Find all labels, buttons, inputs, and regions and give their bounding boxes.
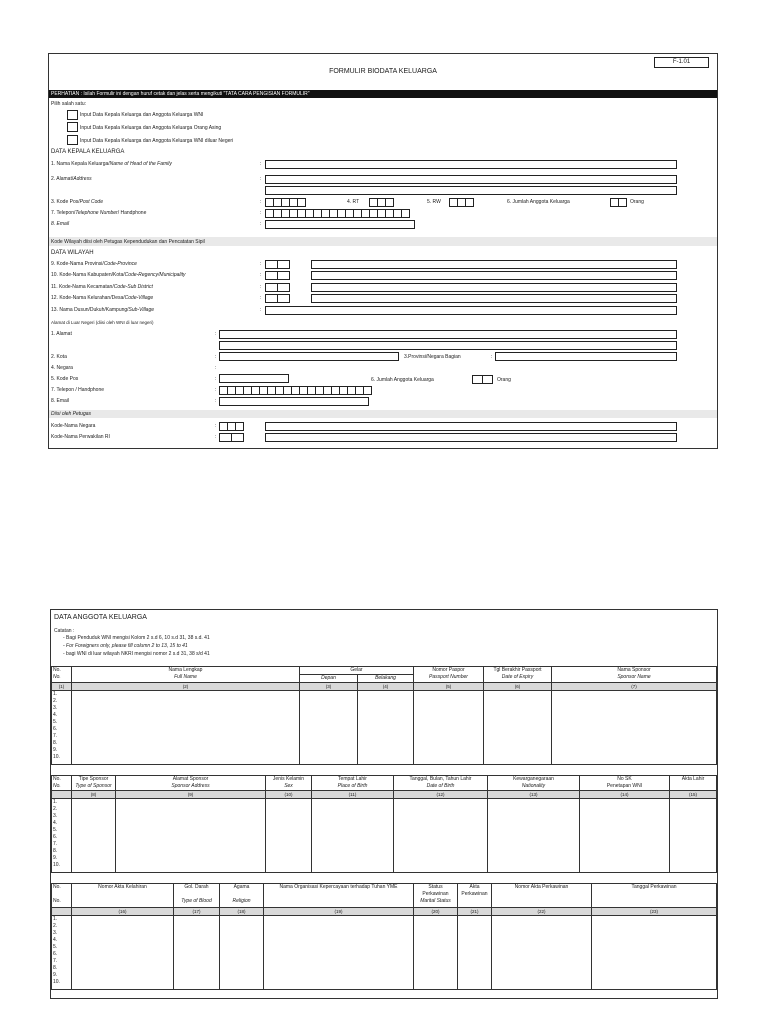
label-kode-pos: 3. Kode Pos/Post Code bbox=[51, 199, 103, 205]
input-ln-alamat-line2[interactable] bbox=[219, 341, 677, 350]
choose-label: Pilih salah satu: bbox=[51, 101, 87, 107]
label-alamat: 2. Alamat/Address bbox=[51, 176, 92, 182]
input-alamat-line2[interactable] bbox=[265, 186, 677, 195]
catatan-note-3: - bagi WNI di luar wilayah NKRI mengisi nomor 2 s.d 31, 38 s/d 41 bbox=[63, 651, 210, 657]
table-cell[interactable] bbox=[592, 916, 717, 990]
input-email[interactable] bbox=[265, 220, 415, 229]
section-heading-kepala-keluarga: DATA KEPALA KELUARGA bbox=[51, 149, 125, 155]
t2-col-no: No. No. bbox=[52, 776, 72, 791]
option-luar-negeri-checkbox[interactable] bbox=[67, 135, 78, 145]
t2-row-numbers: 1. 2. 3. 4. 5. 6. 7. 8. 9. 10. bbox=[52, 799, 72, 873]
form-sheet-biodata: F-1.01 FORMULIR BIODATA KELUARGA PERHATIAN : Isilah Formulir ini dengan huruf cetak dan jelas serta mengikuti "TATA CARA PENGISIAN FORMULIR" Pilih salah satu: Input Data Kepala Keluarga dan Anggota Keluarga WNI Input Data Kepala Keluarga dan Anggota Keluarga Orang Asing Input Data Kepala Keluarga dan Anggota Keluarga WNI diluar Negeri DATA KEPALA KELUARGA 1. Nama Kepala Keluarga/Name of Head of the Family : 2. Alamat/Address : 3. Kode Pos/Post Code : 4. RT 5. RW 6. Jumlah Anggota Keluarga Orang 7. Telepon/Telephone Number/ Handphone : 8. Email : Kode Wilayah diisi oleh Petugas Kependudukan dan Pencatatan Sipil DATA WILAYAH 9. Kode-Nama Provinsi/Code-Province : 10. Kode-Nama Kabupaten/Kota/Code-Regency/Municipality : 11. Kode-Nama Kecamatan/Code-Sub District : 12. Kode-Nama Kelurahan/Desa/Code-Village : 13. Nama Dusun/Dukuh/Kampung/Sub-Village : Alamat di Luar Negeri (diisi oleh WNI di luar negeri) 1. Alamat : 2. Kota : 3.Provinsi/Negara Bagian : 4. Negara : 5. Kode Pos : 6. Jumlah Anggota Keluarga Orang 7. Telepon / Handphone : 8. Email : Diisi oleh Petugas Kode-Nama Negara : Kode-Nama Perwakilan RI : bbox=[48, 53, 718, 449]
t3-row-numbers: 1. 2. 3. 4. 5. 6. 7. 8. 9. 10. bbox=[52, 916, 72, 990]
table-cell[interactable] bbox=[488, 799, 580, 873]
table-cell: (9) bbox=[116, 791, 266, 799]
input-ln-alamat-line1[interactable] bbox=[219, 330, 677, 339]
label-ln-orang: Orang bbox=[497, 377, 511, 383]
table-cell[interactable] bbox=[220, 916, 264, 990]
table-cell: (1) bbox=[52, 683, 72, 691]
t3-col-status: Status Perkawinan Marital Status bbox=[414, 884, 458, 908]
input-telepon[interactable] bbox=[265, 209, 409, 218]
t2-col-sk: No SK Penetapan WNI bbox=[580, 776, 670, 791]
label-ln-jumlah: 6. Jumlah Anggota Keluarga bbox=[371, 377, 434, 383]
input-nama-kelurahan[interactable] bbox=[311, 294, 677, 303]
input-rw[interactable] bbox=[449, 198, 473, 207]
notice-bar: PERHATIAN : Isilah Formulir ini dengan huruf cetak dan jelas serta mengikuti "TATA CARA PENGISIAN FORMULIR" bbox=[49, 90, 717, 98]
input-alamat-line1[interactable] bbox=[265, 175, 677, 184]
table-cell[interactable] bbox=[300, 691, 358, 765]
table-cell: (17) bbox=[174, 908, 220, 916]
table-cell: (16) bbox=[72, 908, 174, 916]
input-jumlah-anggota[interactable] bbox=[610, 198, 626, 207]
label-email: 8. Email bbox=[51, 221, 70, 227]
t2-col-tanggal: Tanggal, Bulan, Tahun Lahir Date of Birth bbox=[394, 776, 488, 791]
t1-col-gelar: Gelar bbox=[300, 667, 414, 675]
input-nama-negara[interactable] bbox=[265, 422, 677, 431]
input-kode-kabupaten[interactable] bbox=[265, 271, 289, 280]
input-nama-kk[interactable] bbox=[265, 160, 677, 169]
form-title: FORMULIR BIODATA KELUARGA bbox=[329, 68, 437, 75]
label-provinsi: 9. Kode-Nama Provinsi/Code-Province bbox=[51, 261, 137, 267]
table-cell[interactable] bbox=[580, 799, 670, 873]
table-cell: (22) bbox=[492, 908, 592, 916]
table-cell: (14) bbox=[580, 791, 670, 799]
table-cell: (10) bbox=[266, 791, 312, 799]
table-cell[interactable] bbox=[458, 916, 492, 990]
table-cell: (8) bbox=[72, 791, 116, 799]
table-cell: (23) bbox=[592, 908, 717, 916]
label-kelurahan: 12. Kode-Nama Kelurahan/Desa/Code-Village bbox=[51, 295, 154, 301]
label-ln-email: 8. Email bbox=[51, 398, 70, 404]
table-cell: (20) bbox=[414, 908, 458, 916]
section-heading-anggota: DATA ANGGOTA KELUARGA bbox=[54, 614, 147, 621]
label-nama-kk: 1. Nama Kepala Keluarga/Name of Head of the Family bbox=[51, 161, 172, 167]
t1-col-tgl-paspor: Tgl Berakhir Passport Date of Expiry bbox=[484, 667, 552, 683]
table-cell: (12) bbox=[394, 791, 488, 799]
input-nama-provinsi[interactable] bbox=[311, 260, 677, 269]
label-kode-perwakilan: Kode-Nama Perwakilan RI bbox=[51, 434, 110, 440]
input-ln-provinsi[interactable] bbox=[495, 352, 677, 361]
t2-col-akta: Akta Lahir bbox=[670, 776, 717, 791]
table-cell[interactable] bbox=[414, 916, 458, 990]
input-kode-kecamatan[interactable] bbox=[265, 283, 289, 292]
table-cell: (15) bbox=[670, 791, 717, 799]
label-ln-kota: 2. Kota bbox=[51, 354, 67, 360]
label-ln-negara: 4. Negara bbox=[51, 365, 73, 371]
table-cell[interactable] bbox=[552, 691, 717, 765]
t1-col-paspor: Nomor Paspor Passport Number bbox=[414, 667, 484, 683]
t1-row-numbers: 1. 2. 3. 4. 5. 6. 7. 8. 9. 10. bbox=[52, 691, 72, 765]
table-cell: (3) bbox=[300, 683, 358, 691]
label-ln-provinsi: 3.Provinsi/Negara Bagian bbox=[404, 354, 461, 360]
section-heading-wilayah: DATA WILAYAH bbox=[51, 250, 94, 256]
input-kode-negara[interactable] bbox=[219, 422, 243, 431]
input-nama-dusun[interactable] bbox=[265, 306, 677, 315]
table-cell[interactable] bbox=[116, 799, 266, 873]
label-ln-kode-pos: 5. Kode Pos bbox=[51, 376, 79, 382]
wilayah-note-bar: Kode Wilayah diisi oleh Petugas Kependudukan dan Pencatatan Sipil bbox=[49, 237, 717, 246]
input-kode-perwakilan[interactable] bbox=[219, 433, 243, 442]
t1-col-no: No. No. bbox=[52, 667, 72, 683]
input-rt[interactable] bbox=[369, 198, 393, 207]
catatan-note-2: - For Foreigners only, please fill column 2 to 13, 15 to 41 bbox=[63, 643, 188, 649]
table-cell[interactable] bbox=[492, 916, 592, 990]
t1-col-sponsor: Nama Sponsor Sponsor Name bbox=[552, 667, 717, 683]
table-cell: (21) bbox=[458, 908, 492, 916]
t2-col-alamat: Alamat Sponsor Sponsor Address bbox=[116, 776, 266, 791]
table-cell: (13) bbox=[488, 791, 580, 799]
input-ln-jumlah[interactable] bbox=[472, 375, 492, 384]
table-cell: (11) bbox=[312, 791, 394, 799]
label-kode-negara: Kode-Nama Negara bbox=[51, 423, 96, 429]
input-ln-kode-pos[interactable] bbox=[219, 374, 289, 383]
label-kecamatan: 11. Kode-Nama Kecamatan/Code-Sub District bbox=[51, 284, 153, 290]
table-cell: Depan bbox=[300, 675, 358, 683]
form-sheet-anggota bbox=[50, 609, 718, 999]
input-ln-telepon[interactable] bbox=[219, 386, 371, 395]
input-nama-kabupaten[interactable] bbox=[311, 271, 677, 280]
t3-col-nomor-akta: Nomor Akta Kelahiran bbox=[72, 884, 174, 908]
table-cell[interactable] bbox=[72, 691, 300, 765]
label-ln-alamat: 1. Alamat bbox=[51, 331, 72, 337]
table-cell[interactable] bbox=[312, 799, 394, 873]
label-ln-telepon: 7. Telepon / Handphone bbox=[51, 387, 105, 393]
anggota-table-1 bbox=[51, 666, 717, 765]
input-kode-provinsi[interactable] bbox=[265, 260, 289, 269]
t3-col-akta-kawin: Akta Perkawinan bbox=[458, 884, 492, 908]
table-cell: (5) bbox=[414, 683, 484, 691]
input-kode-pos[interactable] bbox=[265, 198, 305, 207]
input-kode-kelurahan[interactable] bbox=[265, 294, 289, 303]
table-cell: Belakang bbox=[358, 675, 414, 683]
t1-col-nama: Nama Lengkap Full Name bbox=[72, 667, 300, 683]
t3-col-agama: Agama Religion bbox=[220, 884, 264, 908]
table-cell[interactable] bbox=[414, 691, 484, 765]
table-cell: (7) bbox=[552, 683, 717, 691]
input-nama-perwakilan[interactable] bbox=[265, 433, 677, 442]
form-code-box: F-1.01 bbox=[654, 57, 709, 68]
table-cell: (18) bbox=[220, 908, 264, 916]
table-cell[interactable] bbox=[264, 916, 414, 990]
label-rw: 5. RW bbox=[427, 199, 441, 205]
input-nama-kecamatan[interactable] bbox=[311, 283, 677, 292]
table-cell[interactable] bbox=[72, 799, 116, 873]
option-orang-asing-label: Input Data Kepala Keluarga dan Anggota Keluarga Orang Asing bbox=[80, 125, 222, 131]
label-telepon: 7. Telepon/Telephone Number/ Handphone bbox=[51, 210, 147, 216]
t2-col-tempat: Tempat Lahir Place of Birth bbox=[312, 776, 394, 791]
label-rt: 4. RT bbox=[347, 199, 360, 205]
table-cell[interactable] bbox=[484, 691, 552, 765]
label-orang: Orang bbox=[630, 199, 644, 205]
option-orang-asing-checkbox[interactable] bbox=[67, 122, 78, 132]
t2-col-wn: Kewarganegaraan Nationality bbox=[488, 776, 580, 791]
option-luar-negeri-label: Input Data Kepala Keluarga dan Anggota Keluarga WNI diluar Negeri bbox=[80, 138, 234, 144]
t3-col-nomor-akta-kawin: Nomor Akta Perkawinan bbox=[492, 884, 592, 908]
t2-col-tipe: Tipe Sponsor Type of Sponsor bbox=[72, 776, 116, 791]
anggota-table-2 bbox=[51, 775, 717, 873]
label-jumlah-anggota: 6. Jumlah Anggota Keluarga bbox=[507, 199, 570, 205]
input-ln-kota[interactable] bbox=[219, 352, 399, 361]
table-cell: (4) bbox=[358, 683, 414, 691]
table-cell[interactable] bbox=[358, 691, 414, 765]
t3-col-gol: Gol. Darah Type of Blood bbox=[174, 884, 220, 908]
table-cell[interactable] bbox=[394, 799, 488, 873]
option-wni-label: Input Data Kepala Keluarga dan Anggota Keluarga WNI bbox=[80, 112, 204, 118]
label-dusun: 13. Nama Dusun/Dukuh/Kampung/Sub-Village bbox=[51, 307, 155, 313]
anggota-table-3 bbox=[51, 883, 717, 990]
table-cell: (2) bbox=[72, 683, 300, 691]
table-cell[interactable] bbox=[266, 799, 312, 873]
option-wni-checkbox[interactable] bbox=[67, 110, 78, 120]
luar-negeri-heading: Alamat di Luar Negeri (diisi oleh WNI di luar negeri) bbox=[51, 320, 154, 325]
t3-col-tanggal-kawin: Tanggal Perkawinan bbox=[592, 884, 717, 908]
table-cell[interactable] bbox=[174, 916, 220, 990]
catatan-note-1: - Bagi Penduduk WNI mengisi Kolom 2 s.d 6, 10 s.d 31, 38 s.d. 41 bbox=[63, 635, 210, 641]
table-cell bbox=[52, 908, 72, 916]
catatan-label: Catatan : bbox=[54, 628, 75, 634]
table-cell: (19) bbox=[264, 908, 414, 916]
table-cell: (6) bbox=[484, 683, 552, 691]
label-kabupaten: 10. Kode-Nama Kabupaten/Kota/Code-Regency/Municipality bbox=[51, 272, 186, 278]
t3-col-kepercayaan: Nama Organisasi Kepercayaan terhadap Tuhan YME bbox=[264, 884, 414, 908]
input-ln-email[interactable] bbox=[219, 397, 369, 406]
table-cell[interactable] bbox=[670, 799, 717, 873]
petugas-bar: Diisi oleh Petugas bbox=[49, 410, 717, 418]
t2-col-jk: Jenis Kelamin Sex bbox=[266, 776, 312, 791]
table-cell bbox=[52, 791, 72, 799]
t3-col-no: No. No. bbox=[52, 884, 72, 908]
table-cell[interactable] bbox=[72, 916, 174, 990]
